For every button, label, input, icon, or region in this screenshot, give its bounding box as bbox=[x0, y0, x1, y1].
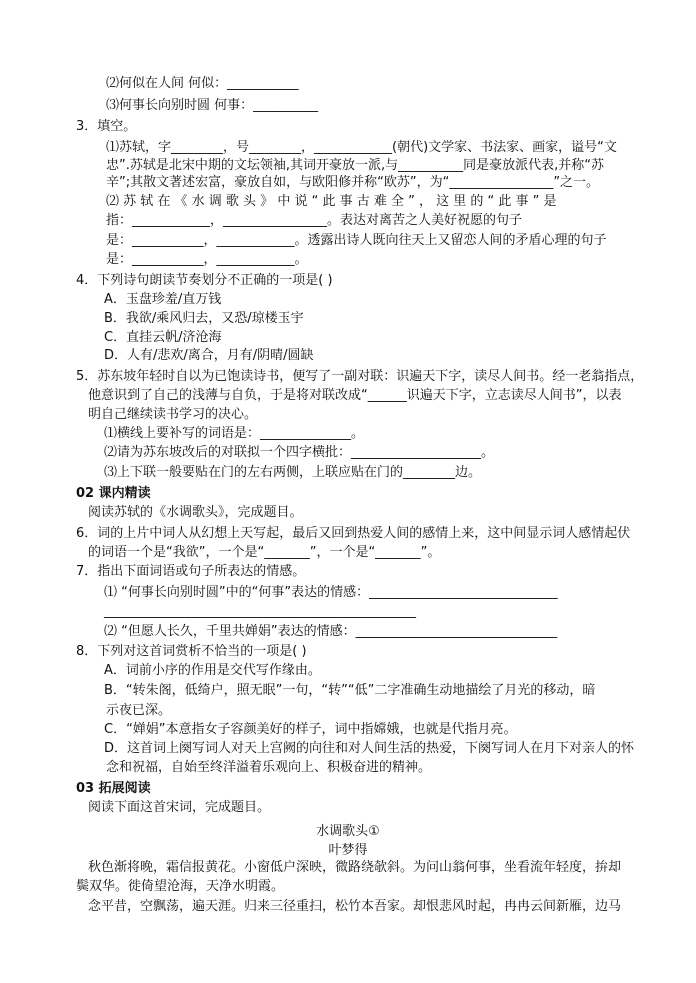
poem-text: 秋色渐将晚，霜信报黄花。小窗低户深映，微路绕欹斜。为问山翁何事，坐看流年轻度，拚却 bbox=[88, 860, 622, 875]
option-a: A．词前小序的作用是交代写作缘由。 bbox=[104, 663, 321, 678]
question-line: 的词语一个是“我欲”，一个是“_______”，一个是“_______”。 bbox=[88, 545, 441, 560]
question-heading: 5．苏东坡年轻时自以为已饱读诗书，便写了一副对联：识遍天下字，读尽人间书。经一老翁指点， bbox=[76, 369, 644, 384]
question-line: 是：___________，____________。透露出诗人既向往天上又留恋人间的矛盾心理的句子 bbox=[106, 233, 607, 248]
answer-line: ________________________________________________ bbox=[104, 604, 416, 619]
question-heading: 8．下列对这首词赏析不恰当的一项是( ) bbox=[76, 644, 307, 659]
question-heading: 7．指出下面词语或句子所表达的情感。 bbox=[76, 564, 306, 579]
poem-text: 鬓双华。徙倚望沧海，天净水明霞。 bbox=[76, 879, 285, 894]
option-b: B．我欲/乘风归去，又恐/琼楼玉宇 bbox=[104, 311, 304, 326]
question-heading: 6．词的上片中词人从幻想上天写起，最后又回到热爱人间的感情上来，这中间显示词人感情起伏 bbox=[76, 526, 631, 541]
instruction: 阅读下面这首宋词，完成题目。 bbox=[88, 800, 271, 815]
question-line: 是：___________，____________。 bbox=[106, 252, 308, 267]
poem-author: 叶梦得 bbox=[328, 843, 368, 858]
question-line: ⑵ “但愿人长久，千里共婵娟”表达的情感：_______________________________ bbox=[104, 624, 558, 639]
question-line: ⑴横线上要补写的词语是：______________。 bbox=[104, 426, 365, 441]
option-b: B．“转朱阁，低绮户，照无眠”一句，“转”“低”二字准确生动地描绘了月光的移动，暗 bbox=[104, 683, 596, 698]
option-d: D．这首词上阕写词人对天上宫阙的向往和对人间生活的热爱，下阕写词人在月下对亲人的怀 bbox=[104, 741, 635, 756]
option-b-continued: 示夜已深。 bbox=[106, 703, 172, 718]
question-line: ⑴ “何事长向别时圆”中的“何事”表达的情感：_____________________________ bbox=[104, 585, 558, 600]
question-heading: 3．填空。 bbox=[76, 119, 137, 134]
question-line: ⑶何事长向别时圆 何事：__________ bbox=[106, 98, 319, 113]
poem-text: 念平昔，空飘荡，遍天涯。归来三径重扫，松竹本吾家。却恨悲风时起，冉冉云间新雁，边马 bbox=[88, 899, 622, 914]
question-line: ⑶上下联一般要贴在门的左右两侧，上联应贴在门的________边。 bbox=[104, 465, 482, 480]
question-heading: 4．下列诗句朗读节奏划分不正确的一项是( ) bbox=[76, 273, 333, 288]
question-line: ⑵请为苏东坡改后的对联拟一个四字横批：____________________。 bbox=[104, 445, 495, 460]
option-d-continued: 念和祝福，自始至终洋溢着乐观向上、积极奋进的精神。 bbox=[106, 760, 432, 775]
poem-title: 水调歌头① bbox=[316, 824, 380, 839]
section-title: 02 课内精读 bbox=[76, 486, 151, 501]
question-line: ⑴苏轼，字________，号________，____________(朝代)文学家、书法家、画家，谥号“文 bbox=[106, 140, 617, 155]
question-line: ⑵ 苏 轼 在 《 水 调 歌 头 》 中 说 “ 此 事 古 难 全 ” ， 这 里 的 “ 此 事 ” 是 bbox=[106, 194, 557, 209]
question-line: ⑵何似在人间 何似：___________ bbox=[106, 76, 299, 91]
option-c: C．直挂云帆/济沧海 bbox=[104, 330, 222, 345]
instruction: 阅读苏轼的《水调歌头》，完成题目。 bbox=[88, 505, 303, 520]
option-d: D．人有/悲欢/离合，月有/阴晴/圆缺 bbox=[104, 348, 314, 363]
question-line: 辛”;其散文著述宏富，豪放自如，与欧阳修并称“欧苏”，为“________________”之一。 bbox=[106, 175, 600, 190]
option-c: C．“婵娟”本意指女子容颜美好的样子，词中指嫦娥，也就是代指月亮。 bbox=[104, 722, 517, 737]
question-line: 明自己继续读书学习的决心。 bbox=[88, 407, 258, 422]
question-line: 他意识到了自己的浅薄与自负，于是将对联改成“______识遍天下字，立志读尽人间书”，以表 bbox=[88, 388, 622, 403]
question-line: 指：____________，________________。表达对离苦之人美好祝愿的句子 bbox=[106, 213, 523, 228]
option-a: A．玉盘珍羞/直万钱 bbox=[104, 292, 222, 307]
question-line: 忠”.苏轼是北宋中期的文坛领袖,其词开豪放一派,与__________同是豪放派代表,并称“苏 bbox=[106, 158, 604, 173]
section-title: 03 拓展阅读 bbox=[76, 781, 151, 796]
